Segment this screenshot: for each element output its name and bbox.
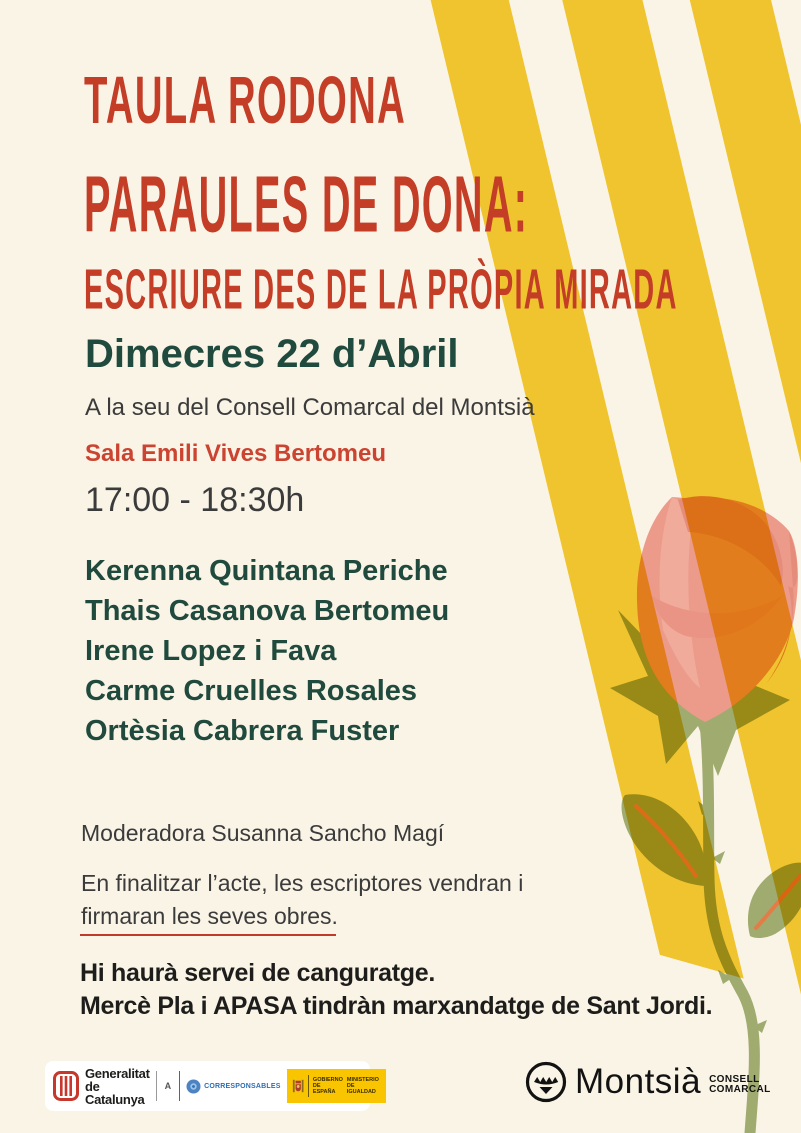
gobierno-espana-logo (287, 1069, 386, 1103)
speaker-name: Carme Cruelles Rosales (85, 675, 418, 707)
signing-note (81, 867, 523, 933)
title-line-2: PARAULES DE DONA: (84, 161, 529, 250)
spain-coat-of-arms-icon (292, 1076, 304, 1096)
event-room: Sala Emili Vives Bertomeu (85, 440, 387, 467)
speaker-name: Kerenna Quintana Periche (85, 555, 448, 587)
generalitat-wordmark: Generalitat de Catalunya (85, 1065, 150, 1107)
divider (156, 1071, 157, 1101)
institutional-logos-bar (45, 1061, 379, 1111)
gobierno-text: GOBIERNO DE ESPAÑA (312, 1077, 343, 1095)
a-label: A (164, 1081, 172, 1091)
event-date: Dimecres 22 d’Abril (85, 332, 459, 376)
event-venue: A la seu del Consell Comarcal del Montsià (85, 394, 535, 421)
speaker-name: Thais Casanova Bertomeu (85, 595, 450, 627)
speakers-list (85, 551, 449, 751)
childcare-info: Hi haurà servei de canguratge. (80, 959, 436, 987)
merch-info: Mercè Pla i APASA tindràn marxandatge de Sant Jordi. (80, 992, 713, 1020)
divider (308, 1075, 309, 1097)
montsia-logo (525, 1061, 771, 1103)
signing-note-line-1: En finalitzar l’acte, les escriptores vendran i (81, 870, 524, 896)
generalitat-shield-icon (53, 1071, 79, 1101)
red-underline (80, 934, 336, 936)
corresponsables-logo: CORRESPONSABLES (186, 1079, 281, 1094)
speaker-name: Ortèsia Cabrera Fuster (85, 715, 400, 747)
title-line-1: TAULA RODONA (84, 63, 407, 138)
ministerio-text: MINISTERIO DE IGUALDAD (346, 1077, 379, 1095)
montsia-wordmark: Montsià (575, 1062, 702, 1101)
speaker-name: Irene Lopez i Fava (85, 635, 337, 667)
corresponsables-icon (186, 1079, 201, 1094)
extra-info (80, 957, 712, 1023)
event-time: 17:00 - 18:30h (85, 481, 305, 519)
signing-note-line-2: firmaran les seves obres. (81, 903, 338, 929)
divider (179, 1071, 180, 1101)
montsia-icon (525, 1061, 567, 1103)
consell-comarcal-label: CONSELL COMARCAL (709, 1073, 771, 1095)
moderator: Moderadora Susanna Sancho Magí (81, 820, 445, 846)
subtitle: ESCRIURE DES DE LA PRÒPIA MIRADA (84, 257, 678, 321)
